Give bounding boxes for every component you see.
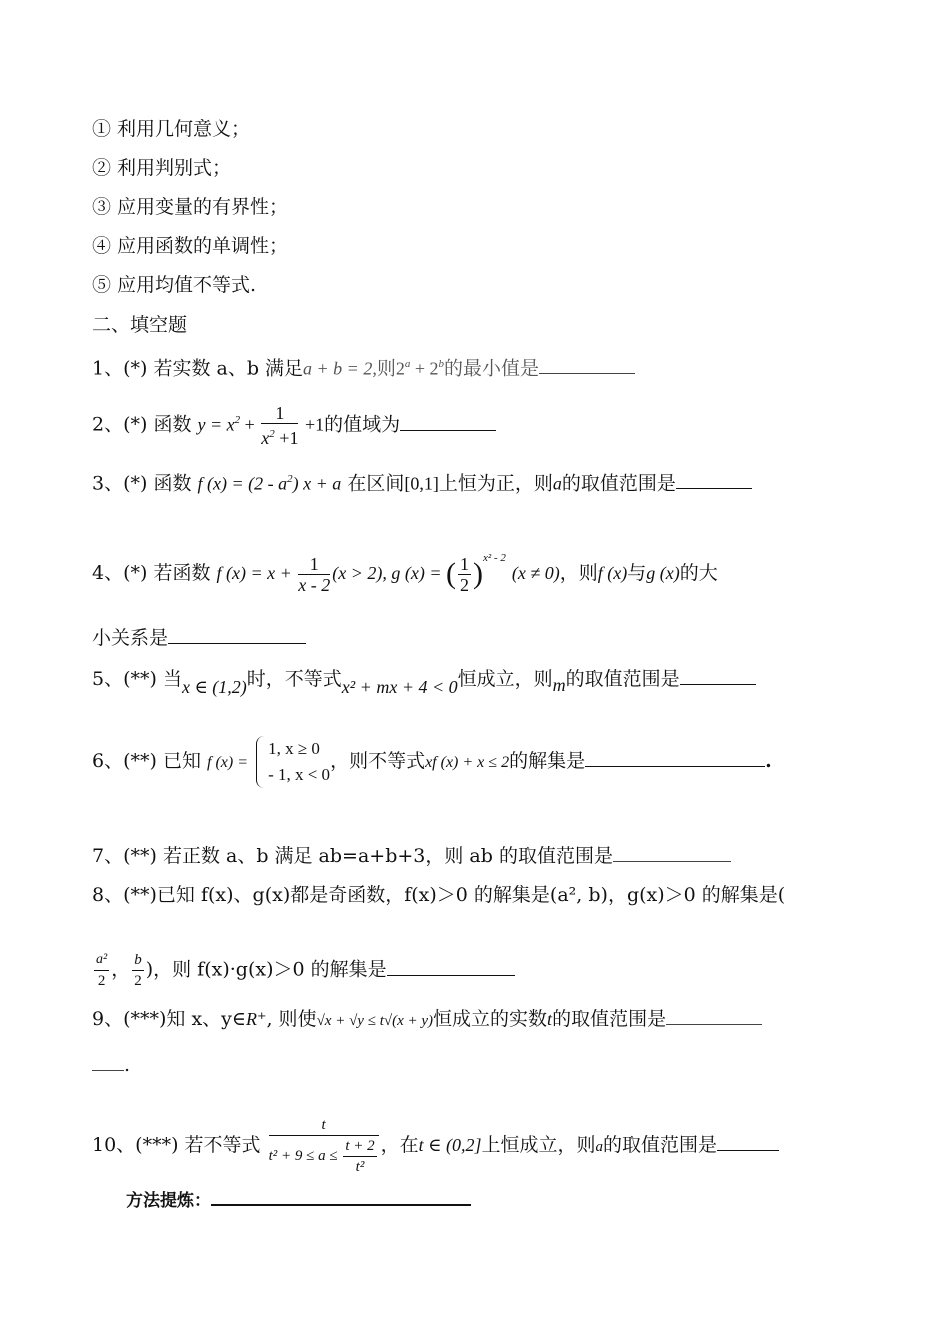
question-5 bbox=[92, 666, 756, 700]
q8-d1: 2 bbox=[97, 973, 106, 989]
q4-math3: (x ≠ 0) bbox=[511, 563, 560, 583]
answer-blank[interactable] bbox=[92, 1069, 124, 1071]
q6-end: . bbox=[765, 750, 772, 772]
q9-prefix: 9、(***)知 x、y∈ bbox=[92, 1008, 246, 1030]
question-2 bbox=[92, 403, 496, 448]
q1-prefix: 1、(*) 若实数 a、b 满足 bbox=[92, 357, 304, 380]
q4-suffix: 的大 bbox=[679, 562, 718, 584]
method-item: ④ 应用函数的单调性； bbox=[92, 235, 289, 257]
question-1 bbox=[92, 351, 635, 381]
q9-mid2: 恒成立的实数 bbox=[433, 1008, 548, 1030]
q2-num: 1 bbox=[261, 403, 298, 424]
q1-math: a + b = 2, bbox=[303, 358, 377, 379]
q6-mid: ，则不等式 bbox=[330, 750, 426, 772]
q8-line2: )，则 f(x)·g(x)＞0 的解集是 bbox=[145, 958, 387, 981]
q8-frac-b bbox=[132, 950, 144, 991]
q5-var: m bbox=[552, 675, 566, 695]
q9-mid: , 则使 bbox=[266, 1008, 317, 1030]
q5-mid: 时，不等式 bbox=[246, 668, 342, 690]
q6-case1: 1, x ≥ 0 bbox=[268, 739, 320, 758]
q4-yu: 与 bbox=[627, 562, 647, 584]
q4-math: f (x) = x + bbox=[216, 563, 297, 583]
q4-exp: x² - 2 bbox=[483, 552, 506, 564]
q5-prefix: 5、(**) 当 bbox=[92, 668, 182, 690]
method-item: ② 利用判别式； bbox=[92, 157, 232, 179]
q2-den: x bbox=[261, 428, 270, 448]
q1-base: 2 bbox=[395, 358, 405, 379]
q2-den-sq: 2 bbox=[269, 428, 275, 440]
q3-sq: 2 bbox=[287, 473, 293, 485]
q4-num: 1 bbox=[298, 554, 330, 575]
q4-half bbox=[458, 554, 471, 595]
q9-math: R⁺ bbox=[245, 1009, 267, 1029]
q4-g: g (x) bbox=[646, 563, 680, 583]
answer-blank[interactable] bbox=[211, 1203, 471, 1206]
q6-piecewise bbox=[256, 736, 330, 788]
question-8-cont bbox=[92, 950, 515, 991]
q8-n1: a² bbox=[94, 950, 109, 971]
q6-case2: - 1, x < 0 bbox=[268, 765, 331, 784]
q1-suffix: 的最小值是 bbox=[444, 357, 540, 380]
q10-mid: ，在 bbox=[380, 1134, 419, 1156]
q3-mid: 在区间 bbox=[347, 472, 405, 495]
q6-prefix: 6、(**) 已知 bbox=[92, 750, 201, 772]
q7-text: 7、(**) 若正数 a、b 满足 ab=a+b+3，则 ab 的取值范围是 bbox=[92, 845, 613, 867]
q3-mid2: 上恒为正，则 bbox=[438, 472, 553, 495]
question-4-cont bbox=[92, 625, 306, 651]
q8-comma: ， bbox=[111, 958, 131, 981]
q10-den: t² bbox=[355, 1159, 365, 1175]
q4-prefix: 4、(*) 若函数 bbox=[92, 562, 211, 584]
q5-mid2: 恒成立，则 bbox=[457, 668, 553, 690]
q6-math: f (x) = bbox=[207, 754, 249, 771]
question-7 bbox=[92, 843, 731, 869]
q2-suffix: 的值域为 bbox=[324, 413, 401, 436]
answer-blank[interactable] bbox=[539, 372, 635, 374]
q4-fraction bbox=[298, 554, 330, 595]
q1-tail: 则 bbox=[376, 357, 396, 380]
method-item: ① 利用几何意义； bbox=[92, 118, 251, 140]
q2-math: y = x bbox=[197, 414, 235, 435]
section-title: 二、填空题 bbox=[92, 314, 188, 336]
q3-math: f (x) = (2 - a bbox=[197, 473, 288, 494]
q4-half-den: 2 bbox=[460, 574, 470, 595]
q10-fraction bbox=[269, 1115, 379, 1177]
q8-d2: 2 bbox=[134, 973, 142, 989]
q10-suffix: 的取值范围是 bbox=[603, 1134, 718, 1156]
answer-blank[interactable] bbox=[676, 487, 752, 489]
q4-f: f (x) bbox=[597, 563, 628, 583]
question-9-cont bbox=[92, 1052, 130, 1078]
q1-exp-a: a bbox=[404, 358, 411, 370]
method-summary bbox=[126, 1187, 471, 1214]
q8-line1: 8、(**)已知 f(x)、g(x)都是奇函数，f(x)＞0 的解集是(a², b)，g(x)＞0 的解集是( bbox=[92, 884, 786, 906]
q3-math2: ) x + a bbox=[292, 473, 342, 494]
q4-math2: (x > 2), g (x) = bbox=[332, 563, 447, 583]
q8-frac-a bbox=[94, 950, 109, 991]
q3-var: a bbox=[552, 473, 562, 494]
answer-blank[interactable] bbox=[717, 1149, 779, 1151]
q6-suffix: 的解集是 bbox=[509, 750, 586, 772]
q9-suffix: 的取值范围是 bbox=[552, 1008, 667, 1030]
q3-interval: [0,1] bbox=[404, 473, 439, 494]
q3-prefix: 3、(*) 函数 bbox=[92, 472, 192, 495]
q2-fraction bbox=[261, 403, 298, 448]
q4-mid: ，则 bbox=[559, 562, 598, 584]
q3-suffix: 的取值范围是 bbox=[561, 472, 676, 495]
answer-blank[interactable] bbox=[666, 1023, 762, 1025]
q4-den: x - 2 bbox=[298, 574, 331, 595]
q10-inner-frac bbox=[343, 1136, 376, 1177]
q1-exp-b: b bbox=[438, 358, 444, 370]
method-label: 方法提炼： bbox=[126, 1191, 211, 1211]
answer-blank[interactable] bbox=[400, 429, 496, 431]
answer-blank[interactable] bbox=[585, 765, 765, 767]
question-8 bbox=[92, 882, 785, 908]
q10-top: t bbox=[269, 1115, 379, 1136]
q4-half-num: 1 bbox=[460, 553, 470, 574]
method-item: ⑤ 应用均值不等式. bbox=[92, 274, 257, 296]
question-6 bbox=[92, 736, 772, 788]
q2-sq: 2 bbox=[234, 414, 241, 427]
q1-plus: + 2 bbox=[410, 358, 439, 379]
q10-math: t ∈ (0,2] bbox=[418, 1135, 482, 1155]
question-4: 4、(*) 若函数 f (x) = x + $\frac{1}{x - 2}$ (x > 2), g (x) = ( $\frac{1}{2}$ )$^{x^2 - 2}$ (x ≠ 0)，则f (x)与g (x)的大 bbox=[92, 552, 718, 595]
question-10 bbox=[92, 1115, 779, 1177]
q4-line2: 小关系是 bbox=[92, 627, 169, 649]
answer-blank[interactable] bbox=[387, 974, 515, 976]
answer-blank[interactable] bbox=[680, 683, 756, 685]
q9-var: t bbox=[547, 1009, 553, 1029]
q2-plus: + bbox=[240, 414, 260, 435]
q10-mid2: 上恒成立，则 bbox=[481, 1134, 596, 1156]
method-item: ③ 应用变量的有界性； bbox=[92, 196, 289, 218]
answer-blank[interactable] bbox=[168, 642, 306, 644]
question-3 bbox=[92, 466, 752, 496]
q5-math2: x² + mx + 4 < 0 bbox=[341, 677, 458, 697]
q2-tail: +1 bbox=[300, 414, 325, 435]
q9-end: . bbox=[124, 1054, 131, 1076]
q10-bottom: t² + 9 ≤ a ≤ bbox=[268, 1147, 338, 1164]
q2-den-tail: +1 bbox=[274, 428, 299, 448]
q10-var: a bbox=[595, 1139, 604, 1155]
question-9 bbox=[92, 1006, 762, 1034]
q10-num: t + 2 bbox=[343, 1136, 376, 1157]
q5-math: x ∈ (1,2) bbox=[181, 677, 247, 697]
q5-suffix: 的取值范围是 bbox=[565, 668, 680, 690]
q2-prefix: 2、(*) 函数 bbox=[92, 413, 192, 436]
q6-math2: xf (x) + x ≤ 2 bbox=[425, 754, 510, 771]
q9-math2: √x + √y ≤ t√(x + y) bbox=[316, 1013, 434, 1029]
q8-n2: b bbox=[132, 950, 144, 971]
answer-blank[interactable] bbox=[613, 860, 731, 862]
q10-prefix: 10、(***) 若不等式 bbox=[92, 1134, 261, 1156]
